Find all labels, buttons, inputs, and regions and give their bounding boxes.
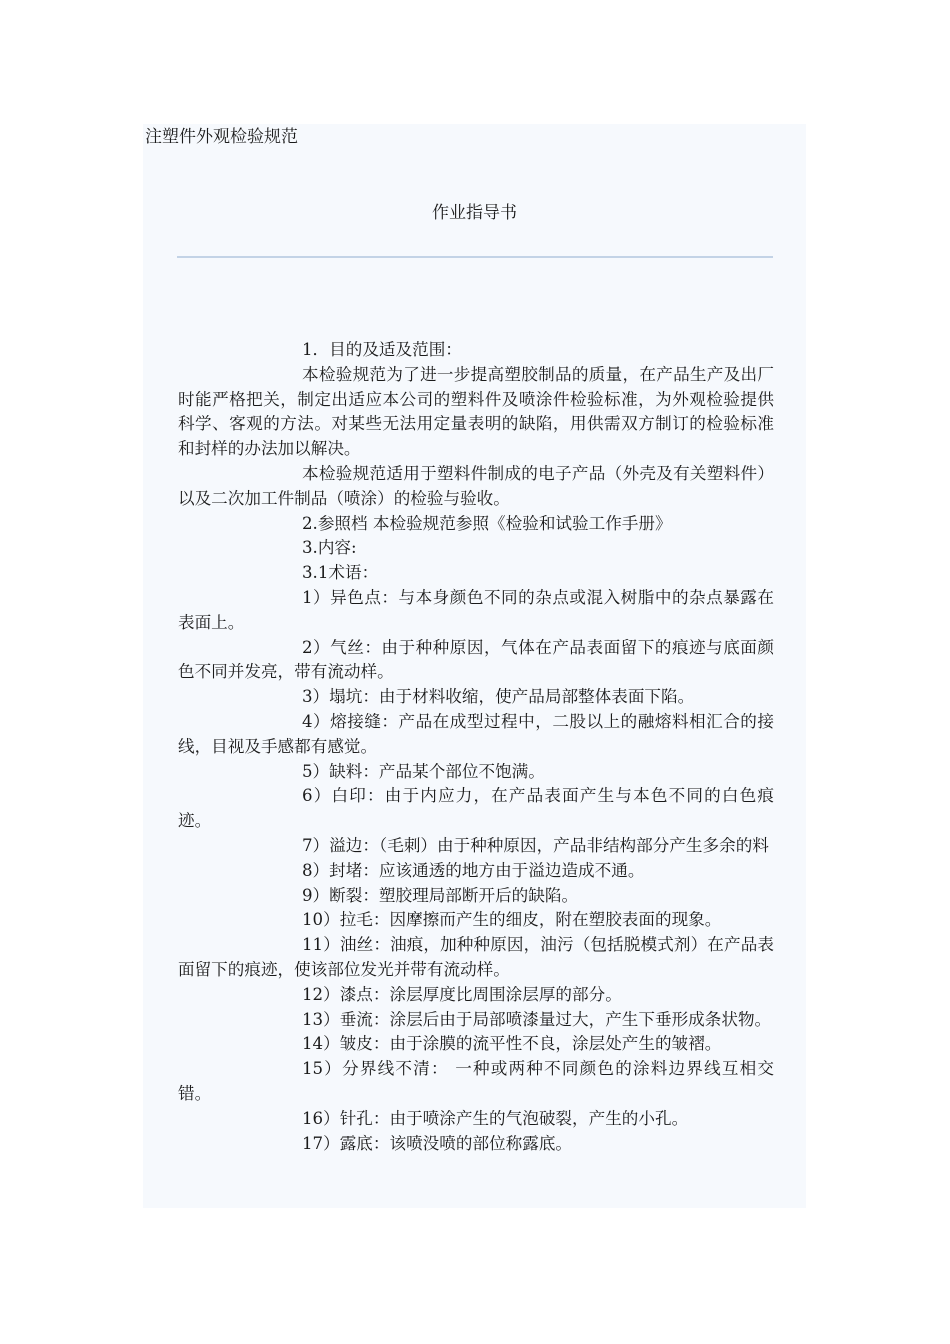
term-item: 10）拉毛：因摩擦而产生的细皮，附在塑胶表面的现象。	[302, 910, 722, 930]
paragraph-scope: 本检验规范适用于塑料件制成的电子产品（外壳及有关塑料件）以及二次加工件制品（喷涂）的检验与验收。	[178, 463, 774, 508]
term-item: 4）熔接缝：产品在成型过程中，二股以上的融熔料相汇合的接线，目视及手感都有感觉。	[178, 711, 774, 756]
term-item: 11）油丝：油痕，加种种原因，油污（包括脱模式剂）在产品表面留下的痕迹，使该部位发光并带有流动样。	[178, 935, 774, 979]
document-title: 注塑件外观检验规范	[145, 127, 298, 147]
paragraph-section-3-heading: 3.内容:	[302, 538, 357, 558]
document-body	[178, 338, 774, 1156]
term-item: 7）溢边：（毛刺）由于种种原因，产品非结构部分产生多余的料	[302, 835, 769, 855]
paragraph-section-2-reference: 2.参照档 本检验规范参照《检验和试验工作手册》	[302, 513, 672, 533]
term-item: 12）漆点：涂层厚度比周围涂层厚的部分。	[302, 984, 622, 1004]
term-item: 6）白印：由于内应力，在产品表面产生与本色不同的白色痕迹。	[178, 786, 774, 831]
paragraph-section-1-heading: 1．目的及适及范围：	[302, 340, 462, 359]
term-item: 13）垂流：涂层后由于局部喷漆量过大，产生下垂形成条状物。	[302, 1009, 772, 1029]
term-item: 16）针孔：由于喷涂产生的气泡破裂，产生的小孔。	[302, 1108, 689, 1128]
term-item: 1）异色点：与本身颜色不同的杂点或混入树脂中的杂点暴露在表面上。	[178, 587, 774, 632]
paragraph-section-3-1-terms: 3.1术语：	[302, 563, 379, 583]
term-item: 8）封堵：应该通透的地方由于溢边造成不通。	[302, 860, 645, 880]
term-item: 17）露底：该喷没喷的部位称露底。	[302, 1133, 573, 1153]
term-item: 3）塌坑：由于材料收缩，使产品局部整体表面下陷。	[302, 687, 695, 707]
term-item: 15）分界线不清： 一种或两种不同颜色的涂料边界线互相交错。	[178, 1059, 774, 1103]
header-divider	[177, 256, 773, 258]
term-item: 5）缺料：产品某个部位不饱满。	[302, 761, 545, 781]
term-item: 14）皱皮：由于涂膜的流平性不良，涂层处产生的皱褶。	[302, 1034, 722, 1054]
paragraph-purpose: 本检验规范为了进一步提高塑胶制品的质量，在产品生产及出厂时能严格把关，制定出适应本公司的塑料件及喷涂件检验标准，为外观检验提供科学、客观的方法。对某些无法用定量表明的缺陷，用供需双方制订的检验标准和封样的办法加以解决。	[178, 364, 774, 459]
document-subtitle: 作业指导书	[432, 203, 517, 223]
term-item: 2）气丝：由于种种原因，气体在产品表面留下的痕迹与底面颜色不同并发亮，带有流动样。	[178, 637, 774, 682]
term-item: 9）断裂：塑胶理局部断开后的缺陷。	[302, 885, 579, 905]
